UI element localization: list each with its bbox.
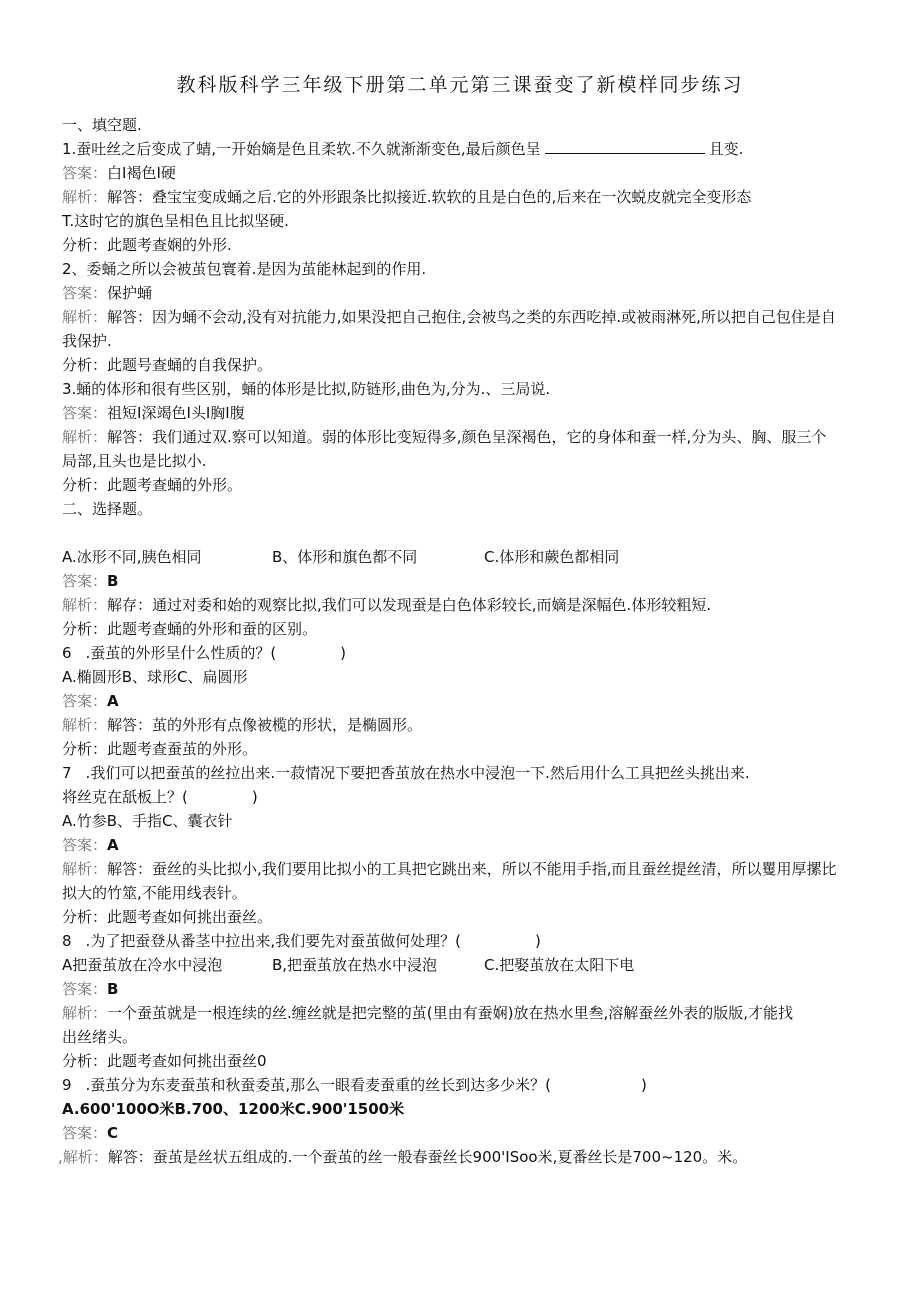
- answer-7: [62, 834, 119, 856]
- explanation-7: [62, 858, 837, 880]
- explanation-label: 解析：: [62, 1004, 108, 1022]
- answer-value: B: [107, 980, 119, 998]
- question-text: .我们可以把蚕茧的丝拉出来.一菽情况下要把香茧放在热水中浸泡一下.然后用什么工具把丝头挑出来.: [85, 764, 750, 782]
- analysis-1: 分析：此题考查娴的外形.: [62, 236, 232, 254]
- answer-5: [62, 570, 118, 592]
- explanation-1-cont: T.这时它的旗色呈相色且比拟坚硬.: [62, 212, 289, 230]
- analysis-2: 分析：此题号查蛹的自我保护。: [62, 356, 273, 374]
- answer-value: 白I褐色I硬: [107, 164, 176, 182]
- explanation-label: 解析：: [62, 596, 108, 614]
- section-heading-fill-in: 一、填空题.: [62, 116, 142, 134]
- question-8: [62, 930, 541, 952]
- explanation-label: ,解析：: [58, 1148, 108, 1166]
- question-text: .蚕茧分为东麦蚕茧和秋蚕委茧,那么一眼看麦蚕重的丝长到达多少米？(: [85, 1076, 551, 1094]
- explanation-text: 一个蚕茧就是一根连续的丝.缠丝就是把完整的茧(里由有蚕娴)放在热水里叁,溶解蚕丝外表的版版,才能找: [107, 1004, 794, 1022]
- answer-9: [62, 1122, 118, 1144]
- explanation-9: [58, 1146, 747, 1168]
- q8-option-c: C.把娶茧放在太阳下电: [484, 956, 635, 974]
- explanation-label: 解析：: [62, 428, 108, 446]
- analysis-8: 分析：此题考查如何挑出蚕丝0: [62, 1052, 267, 1070]
- question-1-text: 1.蚕吐丝之后变成了蜻,一开始嫡是色且柔软.不久就渐渐变色,最后颜色呈: [62, 140, 541, 158]
- explanation-text: 解答：茧的外形有点像被榄的形状，是椭圆形。: [107, 716, 423, 734]
- answer-value: 保护蛹: [107, 284, 153, 302]
- answer-label: 答案：: [62, 404, 108, 422]
- q8-option-b: B,把蚕茧放在热水中浸泡: [272, 956, 438, 974]
- answer-label: 答案：: [62, 980, 108, 998]
- explanation-5: [62, 594, 711, 616]
- paren-close: ): [534, 932, 541, 950]
- q8-option-a: A把蚕茧放在冷水中浸泡: [62, 956, 223, 974]
- question-3: 3.蛹的体形和很有些区别，蛹的体形是比拟,防链形,曲色为,分为.、三局说.: [62, 380, 551, 398]
- explanation-label: 解析：: [62, 188, 108, 206]
- question-text: 将丝克在舐板上？(: [62, 788, 188, 806]
- answer-8: [62, 978, 118, 1000]
- explanation-text: 解答：我们通过双.察可以知道。弱的体形比变短得多,颜色呈深褐色，它的身体和蚕一样,分为头、胸、服三个: [107, 428, 827, 446]
- question-text: .蚕茧的外形呈什么性质的？(: [85, 644, 277, 662]
- explanation-text: 解答：蚕茧是丝状五组成的.一个蚕茧的丝一般春蚕丝长900'ISoo米,夏番丝长是700~120。米。: [107, 1148, 748, 1166]
- paren-close: ): [640, 1076, 647, 1094]
- question-text: .为了把蚕登从番茎中拉出来,我们要先对蚕茧做何处理？(: [85, 932, 461, 950]
- answer-value: B: [107, 572, 119, 590]
- q6-options: A.椭圆形B、球形C、扁圆形: [62, 668, 248, 686]
- question-1: [62, 138, 743, 160]
- answer-value: A: [107, 692, 119, 710]
- answer-3: [62, 402, 245, 424]
- explanation-text: 解答：叠宝宝变成蛹之后.它的外形跟条比拟接近.软软的且是白色的,后来在一次蜕皮就完全变形态: [107, 188, 752, 206]
- explanation-3: [62, 426, 826, 448]
- q5-option-c: C.体形和蕨色都相同: [484, 548, 620, 566]
- paren-close: ): [340, 644, 347, 662]
- answer-value: A: [107, 836, 119, 854]
- explanation-3-cont: 局部,且头也是比拟小.: [62, 452, 207, 470]
- question-number: 7: [62, 764, 72, 782]
- explanation-text: 解存：通过对委和始的观察比拟,我们可以发现蚕是白色体彩较长,而嫡是深幅色.体形较粗短.: [107, 596, 712, 614]
- analysis-3: 分析：此题考查蛹的外形。: [62, 476, 243, 494]
- explanation-2: [62, 306, 836, 328]
- paren-close: ): [251, 788, 258, 806]
- answer-label: 答案：: [62, 692, 108, 710]
- question-2: 2、委蛹之所以会被茧包寰着.是因为茧能林起到的作用.: [62, 260, 427, 278]
- answer-label: 答案：: [62, 836, 108, 854]
- answer-value: C: [107, 1124, 119, 1142]
- answer-2: [62, 282, 152, 304]
- answer-blank: [545, 139, 705, 154]
- explanation-7-cont: 拟大的竹筮,不能用线表针。: [62, 884, 247, 902]
- explanation-label: 解析：: [62, 716, 108, 734]
- analysis-7: 分析：此题考查如何挑出蚕丝。: [62, 908, 273, 926]
- question-number: 8: [62, 932, 72, 950]
- explanation-1: [62, 186, 751, 208]
- section-heading-choice: 二、选择题。: [62, 500, 153, 518]
- question-1-tail: 且变.: [708, 140, 744, 158]
- question-6: [62, 642, 346, 664]
- question-9: [62, 1074, 647, 1096]
- answer-label: 答案：: [62, 164, 108, 182]
- question-number: 9: [62, 1076, 72, 1094]
- explanation-2-cont: 我保护.: [62, 332, 112, 350]
- explanation-label: 解析：: [62, 860, 108, 878]
- explanation-text: 解答：因为蛹不会动,没有对抗能力,如果没把自己抱住,会被鸟之类的东西吃掉.或被雨淋死,所以把自己包住是自: [107, 308, 836, 326]
- explanation-text: 解答：蚕丝的头比拟小,我们要用比拟小的工具把它跳出来，所以不能用手指,而且蚕丝提丝清，所以矍用厚摞比: [107, 860, 837, 878]
- analysis-6: 分析：此题考查蚕茧的外形。: [62, 740, 258, 758]
- question-number: 6: [62, 644, 72, 662]
- explanation-8-cont: 出丝绪头。: [62, 1028, 138, 1046]
- q9-options: A.600'100O米B.700、1200米C.900'1500米: [62, 1100, 405, 1118]
- explanation-label: 解析：: [62, 308, 108, 326]
- answer-value: 祖短I深竭色I头I胸I腹: [107, 404, 245, 422]
- analysis-5: 分析：此题考查蛹的外形和蚕的区别。: [62, 620, 318, 638]
- answer-label: 答案：: [62, 572, 108, 590]
- explanation-8: [62, 1002, 793, 1024]
- answer-6: [62, 690, 119, 712]
- answer-1: [62, 162, 176, 184]
- document-title: 教科版科学三年级下册第二单元第三课蚕变了新模样同步练习: [176, 74, 744, 96]
- q5-option-a: A.冰形不同,胰色相同: [62, 548, 202, 566]
- question-7-cont: [62, 786, 258, 808]
- answer-label: 答案：: [62, 1124, 108, 1142]
- q7-options: A.竹参B、手指C、囊衣针: [62, 812, 233, 830]
- question-7: [62, 762, 750, 784]
- q5-option-b: B、体形和旗色都不同: [272, 548, 418, 566]
- answer-label: 答案：: [62, 284, 108, 302]
- explanation-6: [62, 714, 422, 736]
